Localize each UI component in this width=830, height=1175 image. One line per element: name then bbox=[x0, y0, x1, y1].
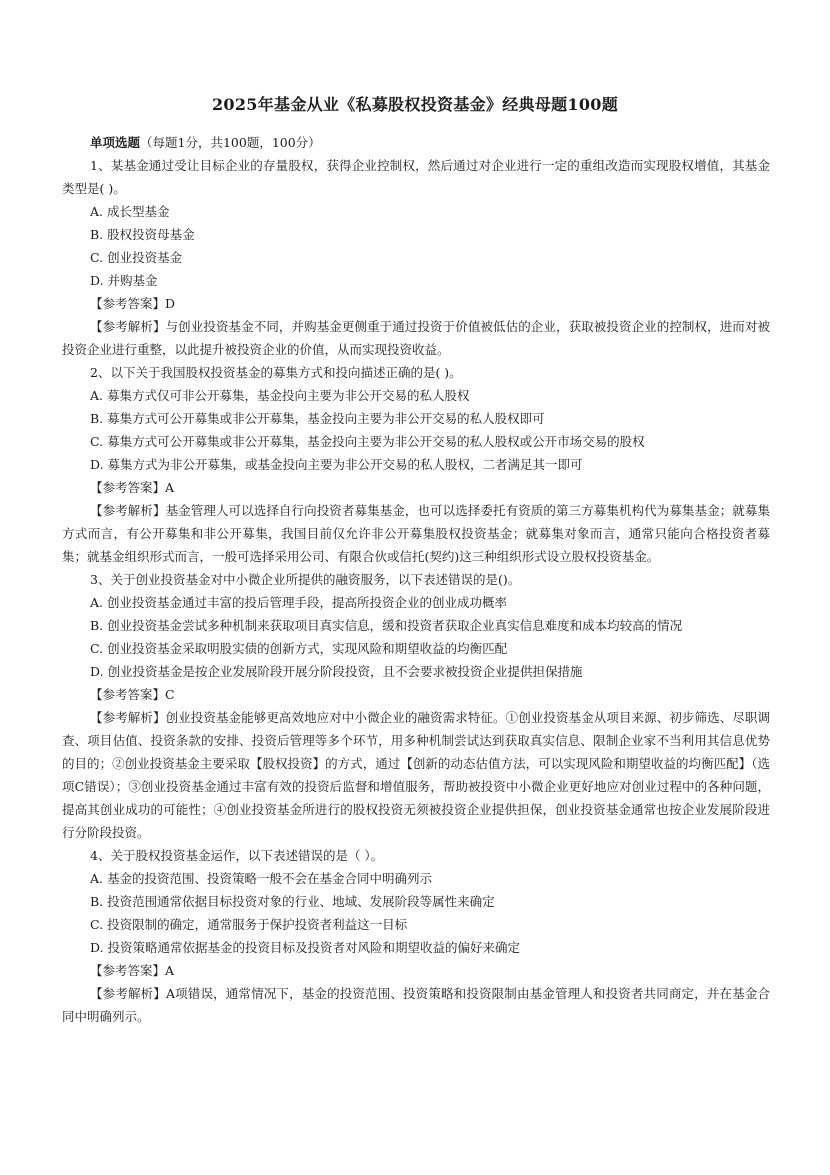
option-c: C. 创业投资基金采取明股实债的创新方式，实现风险和期望收益的均衡匹配 bbox=[90, 641, 508, 656]
option-d: D. 募集方式为非公开募集，或基金投向主要为非公开交易的私人股权，二者满足其一即可 bbox=[90, 457, 583, 472]
section-label: 单项选题 bbox=[90, 135, 141, 150]
option-a: A. 创业投资基金通过丰富的投后管理手段，提高所投资企业的创业成功概率 bbox=[90, 595, 507, 610]
analysis: 【参考解析】与创业投资基金不同，并购基金更侧重于通过投资于价值被低估的企业，获取被投资企业的控制权，进而对被投资企业进行重整，以此提升被投资企业的价值，从而实现投资收益。 bbox=[62, 319, 770, 357]
option-b: B. 股权投资母基金 bbox=[90, 227, 195, 242]
option-b: B. 投资范围通常依据目标投资对象的行业、地域、发展阶段等属性来确定 bbox=[90, 894, 495, 909]
option-d: D. 并购基金 bbox=[90, 273, 158, 288]
question-2 bbox=[62, 361, 770, 568]
question-text: 3、关于创业投资基金对中小微企业所提供的融资服务，以下表述错误的是()。 bbox=[90, 572, 521, 587]
answer: 【参考答案】A bbox=[90, 963, 175, 978]
option-c: C. 创业投资基金 bbox=[90, 250, 183, 265]
question-text: 4、关于股权投资基金运作，以下表述错误的是（ ）。 bbox=[90, 848, 384, 863]
analysis: 【参考解析】创业投资基金能够更高效地应对中小微企业的融资需求特征。①创业投资基金从项目来源、初步筛选、尽职调查、项目估值、投资条款的安排、投资后管理等多个环节，用多种机制尝试达到获取真实信息、限制企业家不当利用其信息优势的目的；②创业投资基金主要采取【股权投资】的方式，通过【创新的动态估值方法，可以实现风险和期望收益的均衡匹配】（选项C错误）；③创业投资基金通过丰富有效的投资后监督和增值服务，帮助被投资中小微企业更好地应对创业过程中的各种问题，提高其创业成功的可能性；④创业投资基金所进行的股权投资无须被投资企业提供担保，创业投资基金通常也按企业发展阶段进行分阶段投资。 bbox=[62, 710, 770, 840]
option-d: D. 创业投资基金是按企业发展阶段开展分阶段投资，且不会要求被投资企业提供担保措施 bbox=[90, 664, 583, 679]
option-b: B. 创业投资基金尝试多种机制来获取项目真实信息，缓和投资者获取企业真实信息难度和成本均较高的情况 bbox=[90, 618, 683, 633]
question-4 bbox=[62, 844, 770, 1028]
section-header bbox=[62, 131, 770, 154]
question-3 bbox=[62, 568, 770, 844]
option-d: D. 投资策略通常依据基金的投资目标及投资者对风险和期望收益的偏好来确定 bbox=[90, 940, 521, 955]
question-text: 2、以下关于我国股权投资基金的募集方式和投向描述正确的是( )。 bbox=[90, 365, 462, 380]
option-b: B. 募集方式可公开募集或非公开募集，基金投向主要为非公开交易的私人股权即可 bbox=[90, 411, 545, 426]
page-title: 2025年基金从业《私募股权投资基金》经典母题100题 bbox=[211, 95, 619, 114]
option-a: A. 募集方式仅可非公开募集，基金投向主要为非公开交易的私人股权 bbox=[90, 388, 470, 403]
option-a: A. 成长型基金 bbox=[90, 204, 170, 219]
analysis: 【参考解析】A项错误，通常情况下，基金的投资范围、投资策略和投资限制由基金管理人和投资者共同商定，并在基金合同中明确列示。 bbox=[62, 986, 770, 1024]
option-c: C. 投资限制的确定，通常服务于保护投资者利益这一目标 bbox=[90, 917, 408, 932]
answer: 【参考答案】C bbox=[90, 687, 175, 702]
section-note: （每题1分，共100题，100分） bbox=[140, 135, 321, 150]
question-text: 1、某基金通过受让目标企业的存量股权，获得企业控制权，然后通过对企业进行一定的重组改造而实现股权增值，其基金类型是( )。 bbox=[62, 158, 770, 196]
question-1 bbox=[62, 154, 770, 361]
answer: 【参考答案】D bbox=[90, 296, 176, 311]
answer: 【参考答案】A bbox=[90, 480, 175, 495]
analysis: 【参考解析】基金管理人可以选择自行向投资者募集基金，也可以选择委托有资质的第三方募集机构代为募集基金；就募集方式而言，有公开募集和非公开募集，我国目前仅允许非公开募集股权投资基金；就募集对象而言，通常只能向合格投资者募集；就基金组织形式而言，一般可选择采用公司、有限合伙或信托(契约)这三种组织形式设立股权投资基金。 bbox=[62, 503, 770, 564]
option-c: C. 募集方式可公开募集或非公开募集，基金投向主要为非公开交易的私人股权或公开市场交易的股权 bbox=[90, 434, 645, 449]
document-body bbox=[62, 131, 770, 1028]
option-a: A. 基金的投资范围、投资策略一般不会在基金合同中明确列示 bbox=[90, 871, 432, 886]
